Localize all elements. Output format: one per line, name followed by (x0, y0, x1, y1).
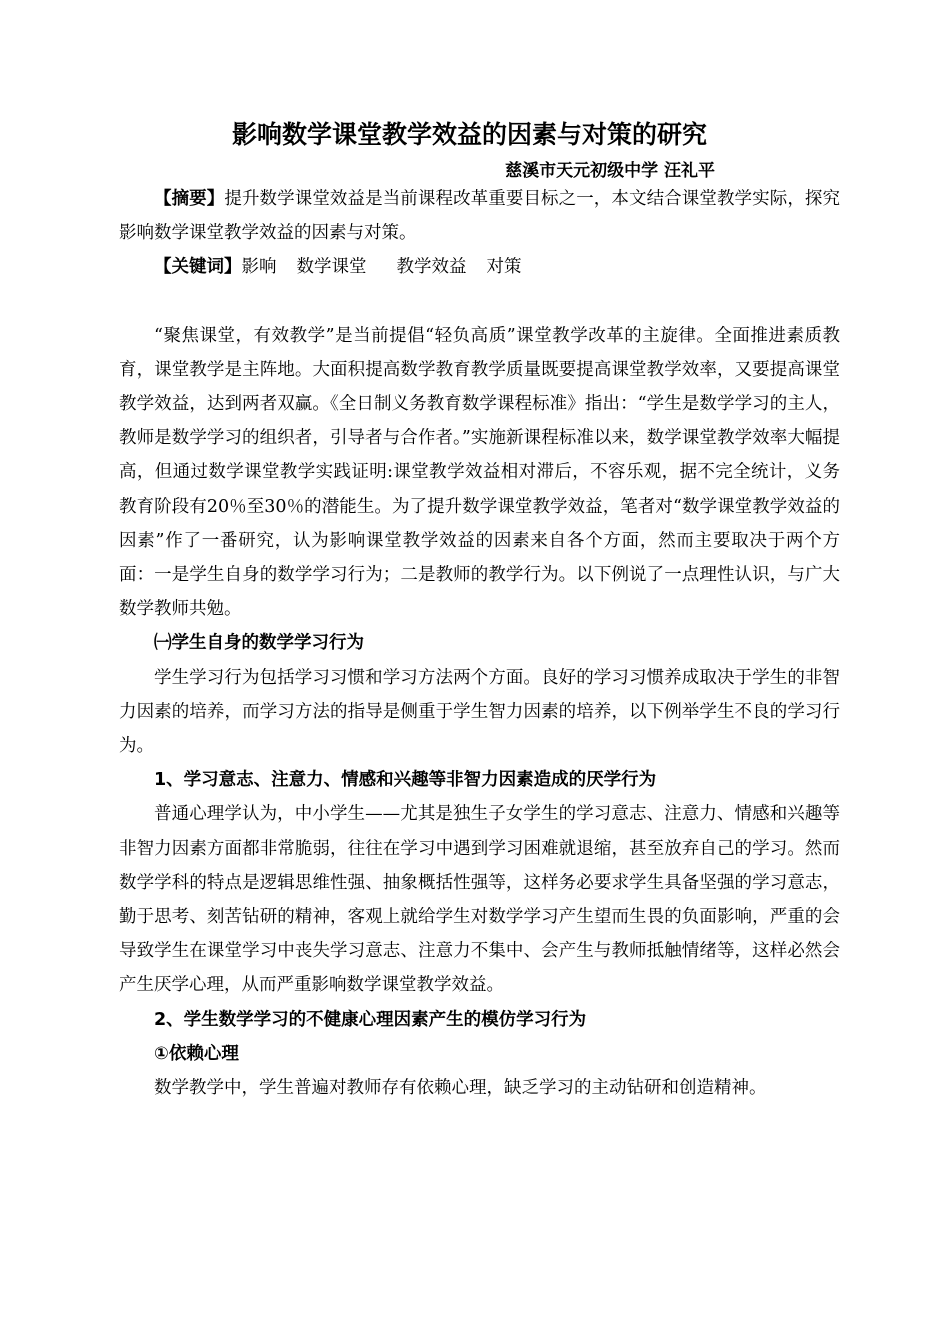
keywords-paragraph (119, 250, 840, 284)
keyword-term: 数学课堂 (296, 257, 367, 278)
keywords-label: 【关键词】 (154, 257, 242, 278)
abstract-paragraph (119, 182, 840, 250)
item-heading: ①依赖心理 (154, 1043, 239, 1064)
paper-title: 影响数学课堂教学效益的因素与对策的研究 (231, 120, 707, 149)
section-paragraph: 学生学习行为包括学习习惯和学习方法两个方面。良好的学习习惯养成取决于学生的非智力因素的培养，而学习方法的指导是侧重于学生智力因素的培养，以下例举学生不良的学习行为。 (119, 667, 840, 757)
keyword-term: 教学效益 (396, 257, 467, 278)
subsection-paragraph: 普通心理学认为，中小学生——尤其是独生子女学生的学习意志、注意力、情感和兴趣等非智力因素方面都非常脆弱，往往在学习中遇到学习困难就退缩，甚至放弃自己的学习。然而数学学科的特点是逻辑思维性强、抽象概括性强等，这样务必要求学生具备坚强的学习意志，勤于思考、刻苦钻研的精神，客观上就给学生对数学学习产生望而生畏的负面影响，严重的会导致学生在课堂学习中丧失学习意志、注意力不集中、会产生与教师抵触情绪等，这样必然会产生厌学心理，从而严重影响数学课堂教学效益。 (119, 804, 840, 996)
abstract-text: 提升数学课堂效益是当前课程改革重要目标之一，本文结合课堂教学实际，探究影响数学课堂教学效益的因素与对策。 (119, 189, 841, 244)
keyword-term: 对策 (486, 257, 522, 278)
blank-line (119, 285, 840, 319)
subsection-heading: 1、学习意志、注意力、情感和兴趣等非智力因素造成的厌学行为 (154, 770, 657, 791)
section-heading: ㈠学生自身的数学学习行为 (154, 633, 364, 654)
author-line: 慈溪市天元初级中学 汪礼平 (505, 161, 715, 181)
keyword-term: 影响 (241, 257, 277, 278)
abstract-label: 【摘要】 (154, 189, 225, 209)
subsection-heading: 2、学生数学学习的不健康心理因素产生的模仿学习行为 (154, 1009, 587, 1030)
item-paragraph: 数学教学中，学生普遍对教师存有依赖心理，缺乏学习的主动钻研和创造精神。 (154, 1078, 767, 1099)
intro-paragraph: “聚焦课堂，有效教学”是当前提倡“轻负高质”课堂教学改革的主旋律。全面推进素质教育，课堂教学是主阵地。大面积提高数学教育教学质量既要提高课堂教学效率，又要提高课堂教学效益，达到两者双赢。《全日制义务教育数学课程标准》指出：“学生是数学学习的主人，教师是数学学习的组织者，引导者与合作者。”实施新课程标准以来，数学课堂教学效率大幅提高，但通过数学课堂教学实践证明:课堂教学效益相对滞后，不容乐观，据不完全统计，义务教育阶段有20％至30％的潜能生。为了提升数学课堂教学效益，笔者对“数学课堂教学效益的因素”作了一番研究，认为影响课堂教学效益的因素来自各个方面，然而主要取决于两个方面：一是学生自身的数学学习行为；二是教师的教学行为。以下例说了一点理性认识，与广大数学教师共勉。 (119, 325, 840, 620)
